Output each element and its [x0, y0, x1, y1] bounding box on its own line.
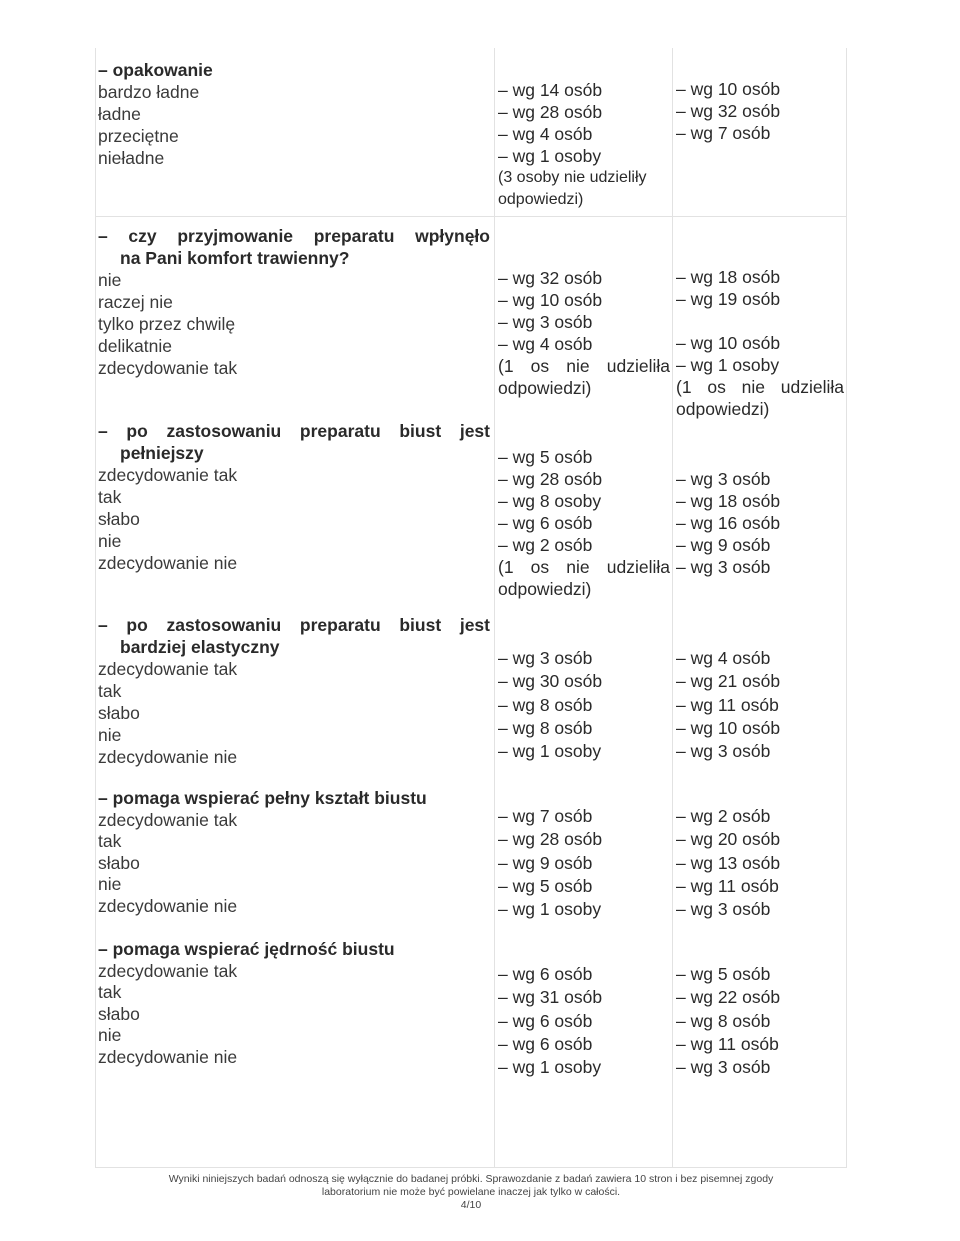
answer-count: – wg 6 osób	[498, 513, 593, 533]
section-firmness-col3	[676, 963, 844, 1079]
section-packaging-col2	[498, 79, 670, 211]
question-line: – po zastosowaniu preparatu biust jest	[98, 615, 490, 635]
answer-count: – wg 21 osób	[676, 671, 781, 692]
section-firmness-question	[98, 939, 490, 1068]
option-label: nie	[98, 1025, 122, 1045]
answer-note: (1 os nie udzieliła	[498, 557, 670, 577]
option-label: słabo	[98, 509, 140, 529]
answer-count: – wg 7 osób	[676, 123, 771, 143]
answer-count: – wg 10 osób	[676, 717, 781, 738]
answer-count: – wg 3 osób	[676, 741, 771, 762]
answer-count: – wg 9 osób	[498, 852, 593, 873]
answer-count: – wg 5 osób	[676, 964, 771, 984]
answer-note: odpowiedzi)	[498, 378, 592, 398]
answer-count: – wg 19 osób	[676, 289, 781, 309]
answer-count: – wg 11 osób	[676, 1033, 779, 1054]
footer-disclaimer-line2: laboratorium nie może być powielane inaczej jak tylko w całości.	[321, 1186, 621, 1198]
option-label: zdecydowanie tak	[98, 659, 238, 679]
answer-count: – wg 8 osób	[498, 694, 593, 715]
section-fuller-question	[98, 420, 490, 574]
answer-count: – wg 4 osób	[498, 124, 593, 144]
answer-count: – wg 14 osób	[498, 80, 603, 100]
answer-count: – wg 28 osób	[498, 102, 603, 122]
answer-count: – wg 4 osób	[676, 648, 771, 668]
answer-count: – wg 6 osób	[498, 1010, 593, 1031]
option-label: przeciętne	[98, 126, 179, 146]
option-label: słabo	[98, 852, 140, 873]
answer-count: – wg 5 osób	[498, 447, 593, 467]
answer-count: – wg 5 osób	[498, 875, 593, 896]
option-label: tak	[98, 831, 122, 851]
answer-count: – wg 3 osób	[498, 312, 593, 332]
answer-count: – wg 28 osób	[498, 469, 603, 489]
section-elastic-question	[98, 614, 490, 768]
option-label: tylko przez chwilę	[98, 314, 236, 334]
section-shape-col3	[676, 805, 844, 921]
answer-count: – wg 28 osób	[498, 829, 603, 850]
answer-count: – wg 2 osób	[498, 535, 593, 555]
answer-count: – wg 10 osób	[498, 290, 603, 310]
answer-count: – wg 1 osoby	[498, 899, 602, 920]
option-label: tak	[98, 982, 122, 1002]
option-label: zdecydowanie nie	[98, 747, 238, 767]
answer-count: – wg 13 osób	[676, 852, 781, 873]
answer-count: – wg 3 osób	[676, 1057, 771, 1078]
section-packaging-question	[98, 59, 490, 169]
question-line: – czy przyjmowanie preparatu wpłynęło	[98, 226, 490, 246]
answer-count: – wg 18 osób	[676, 267, 781, 287]
section-digestion-question	[98, 225, 490, 379]
answer-count: – wg 11 osób	[676, 875, 779, 896]
option-label: raczej nie	[98, 292, 173, 312]
answer-count: – wg 1 osoby	[498, 1057, 602, 1078]
answer-count: – wg 3 osób	[676, 469, 771, 489]
table-border-bottom	[95, 1167, 846, 1168]
option-label: słabo	[98, 1003, 140, 1024]
question-line: pełniejszy	[120, 443, 204, 463]
answer-count: – wg 32 osób	[498, 268, 603, 288]
question-line: – pomaga wspierać pełny kształt biustu	[98, 788, 427, 808]
section-digestion-col3	[676, 266, 844, 420]
answer-count: – wg 2 osób	[676, 806, 771, 826]
section-elastic-col2	[498, 647, 670, 763]
section-firmness-col2	[498, 963, 670, 1079]
answer-count: – wg 4 osób	[498, 334, 593, 354]
question-line: – opakowanie	[98, 60, 213, 80]
question-line: – po zastosowaniu preparatu biust jest	[98, 421, 490, 441]
option-label: tak	[98, 487, 122, 507]
option-label: bardzo ładne	[98, 82, 200, 102]
answer-count: – wg 20 osób	[676, 829, 781, 850]
option-label: zdecydowanie tak	[98, 960, 238, 981]
answer-count: – wg 30 osób	[498, 671, 603, 692]
answer-count: – wg 32 osób	[676, 101, 781, 121]
option-label: zdecydowanie tak	[98, 358, 238, 378]
answer-count: – wg 10 osób	[676, 333, 781, 353]
answer-note: odpowiedzi)	[498, 191, 584, 208]
option-label: nie	[98, 874, 122, 894]
option-label: ładne	[98, 104, 141, 124]
answer-note: (1 os nie udzieliła	[676, 377, 844, 397]
answer-note: odpowiedzi)	[498, 579, 592, 599]
page-footer	[96, 1173, 846, 1212]
question-line: bardziej elastyczny	[120, 637, 280, 657]
option-label: słabo	[98, 703, 140, 723]
section-fuller-col3	[676, 468, 844, 578]
answer-note: (3 osoby nie udzieliły	[498, 169, 647, 186]
answer-count: – wg 1 osoby	[498, 741, 602, 762]
answer-count: – wg 6 osób	[498, 1033, 593, 1054]
table-row-divider	[95, 216, 846, 217]
answer-spacer	[676, 310, 844, 332]
option-label: tak	[98, 681, 122, 701]
section-shape-question	[98, 788, 490, 917]
option-label: zdecydowanie nie	[98, 1046, 238, 1067]
answer-count: – wg 9 osób	[676, 535, 771, 555]
answer-count: – wg 1 osoby	[498, 146, 602, 166]
answer-count: – wg 8 osób	[498, 717, 593, 738]
answer-note: (1 os nie udzieliła	[498, 356, 670, 376]
section-elastic-col3	[676, 647, 844, 763]
answer-count: – wg 22 osób	[676, 987, 781, 1008]
answer-note: odpowiedzi)	[676, 399, 770, 419]
option-label: zdecydowanie tak	[98, 465, 238, 485]
answer-count: – wg 8 osoby	[498, 491, 602, 511]
option-label: delikatnie	[98, 336, 172, 356]
option-label: zdecydowanie nie	[98, 553, 238, 573]
option-label: zdecydowanie nie	[98, 895, 238, 916]
answer-count: – wg 11 osób	[676, 694, 779, 715]
answer-count: – wg 31 osób	[498, 987, 603, 1008]
answer-count: – wg 7 osób	[498, 806, 593, 826]
page-number: 4/10	[460, 1199, 482, 1211]
option-label: nie	[98, 531, 122, 551]
answer-count: – wg 3 osób	[676, 899, 771, 920]
option-label: nie	[98, 270, 122, 290]
option-label: nie	[98, 725, 122, 745]
footer-disclaimer-line1: Wyniki niniejszych badań odnoszą się wyłącznie do badanej próbki. Sprawozdanie z badań zawiera 10 stron i bez pisemnej zgody	[168, 1173, 774, 1185]
section-shape-col2	[498, 805, 670, 921]
answer-count: – wg 3 osób	[676, 557, 771, 577]
section-fuller-col2	[498, 446, 670, 600]
section-digestion-col2	[498, 267, 670, 399]
answer-count: – wg 18 osób	[676, 491, 781, 511]
answer-count: – wg 8 osób	[676, 1010, 771, 1031]
answer-count: – wg 10 osób	[676, 79, 781, 99]
question-line: – pomaga wspierać jędrność biustu	[98, 939, 395, 959]
answer-count: – wg 3 osób	[498, 648, 593, 668]
answer-count: – wg 16 osób	[676, 513, 781, 533]
section-packaging-col3	[676, 78, 844, 144]
table-border-right	[846, 48, 847, 1168]
question-line: na Pani komfort trawienny?	[120, 248, 350, 268]
option-label: nieładne	[98, 148, 165, 168]
option-label: zdecydowanie tak	[98, 809, 238, 830]
answer-count: – wg 6 osób	[498, 964, 593, 984]
answer-count: – wg 1 osoby	[676, 355, 780, 375]
